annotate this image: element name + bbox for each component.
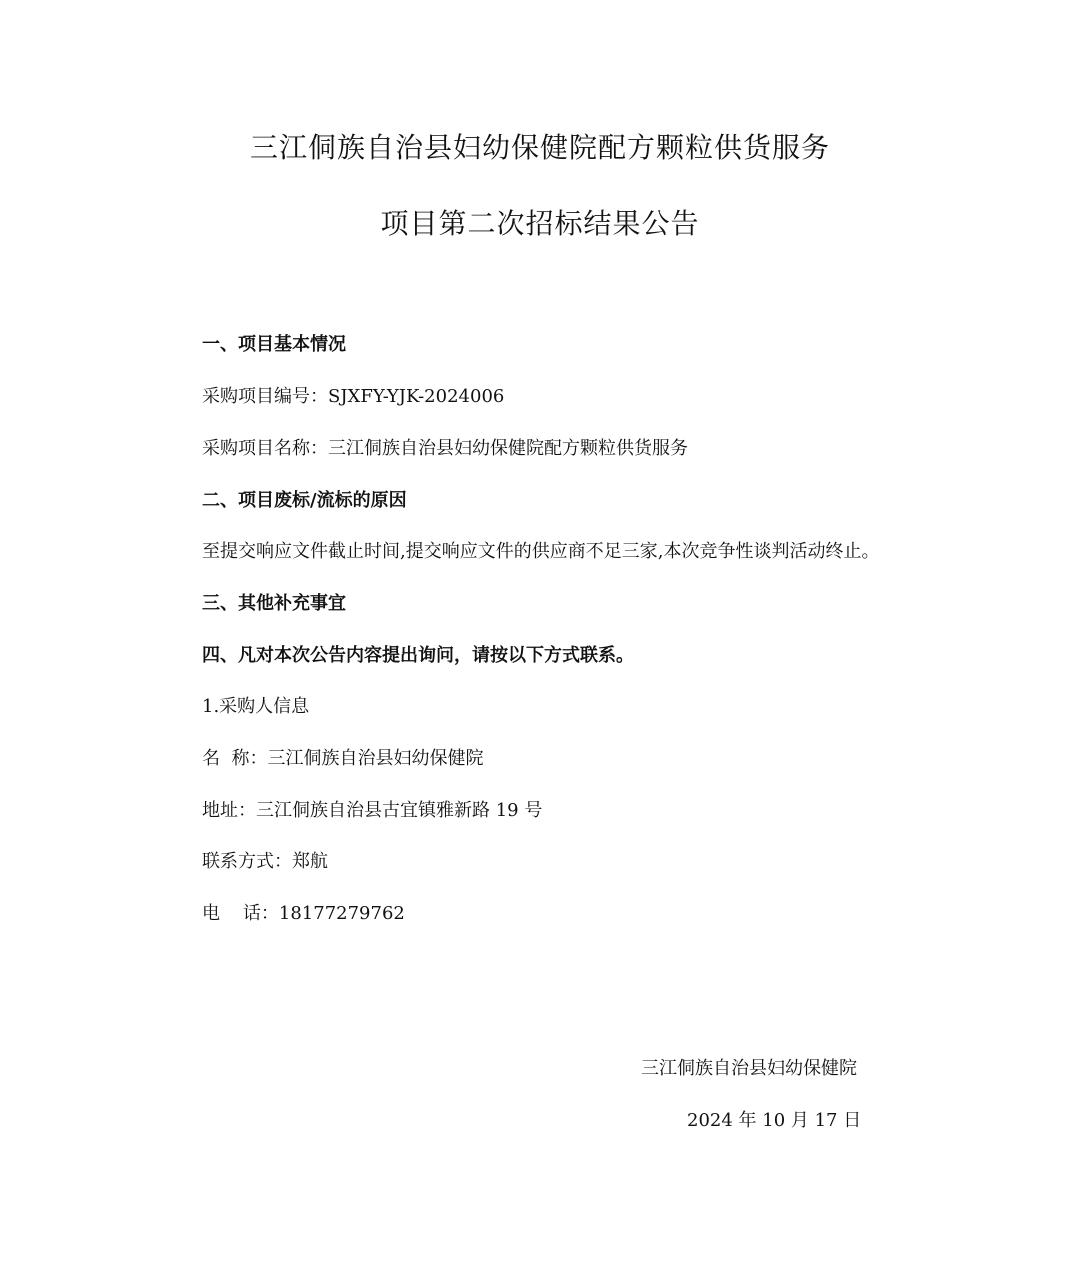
document-title-line-2: 项目第二次招标结果公告 (380, 207, 700, 240)
purchaser-address: 地址：三江侗族自治县古宜镇雅新路 19 号 (202, 800, 543, 821)
document-title-line-1: 三江侗族自治县妇幼保健院配方颗粒供货服务 (249, 131, 830, 164)
signature-date: 2024 年 10 月 17 日 (687, 1110, 862, 1131)
purchaser-info-heading: 1.采购人信息 (202, 696, 310, 717)
section-2-body: 至提交响应文件截止时间,提交响应文件的供应商不足三家,本次竞争性谈判活动终止。 (202, 541, 880, 562)
section-1-heading: 一、项目基本情况 (202, 334, 346, 355)
section-3-heading: 三、其他补充事宜 (202, 593, 346, 614)
signature-organization: 三江侗族自治县妇幼保健院 (641, 1058, 857, 1079)
section-4-heading: 四、凡对本次公告内容提出询问，请按以下方式联系。 (202, 645, 634, 666)
purchaser-phone: 电 话：18177279762 (202, 903, 405, 924)
purchaser-contact: 联系方式：郑航 (202, 851, 328, 872)
purchaser-name: 名 称：三江侗族自治县妇幼保健院 (202, 748, 484, 769)
project-number: 采购项目编号：SJXFY-YJK-2024006 (202, 386, 505, 407)
section-2-heading: 二、项目废标/流标的原因 (202, 490, 407, 511)
project-name: 采购项目名称：三江侗族自治县妇幼保健院配方颗粒供货服务 (202, 438, 688, 459)
